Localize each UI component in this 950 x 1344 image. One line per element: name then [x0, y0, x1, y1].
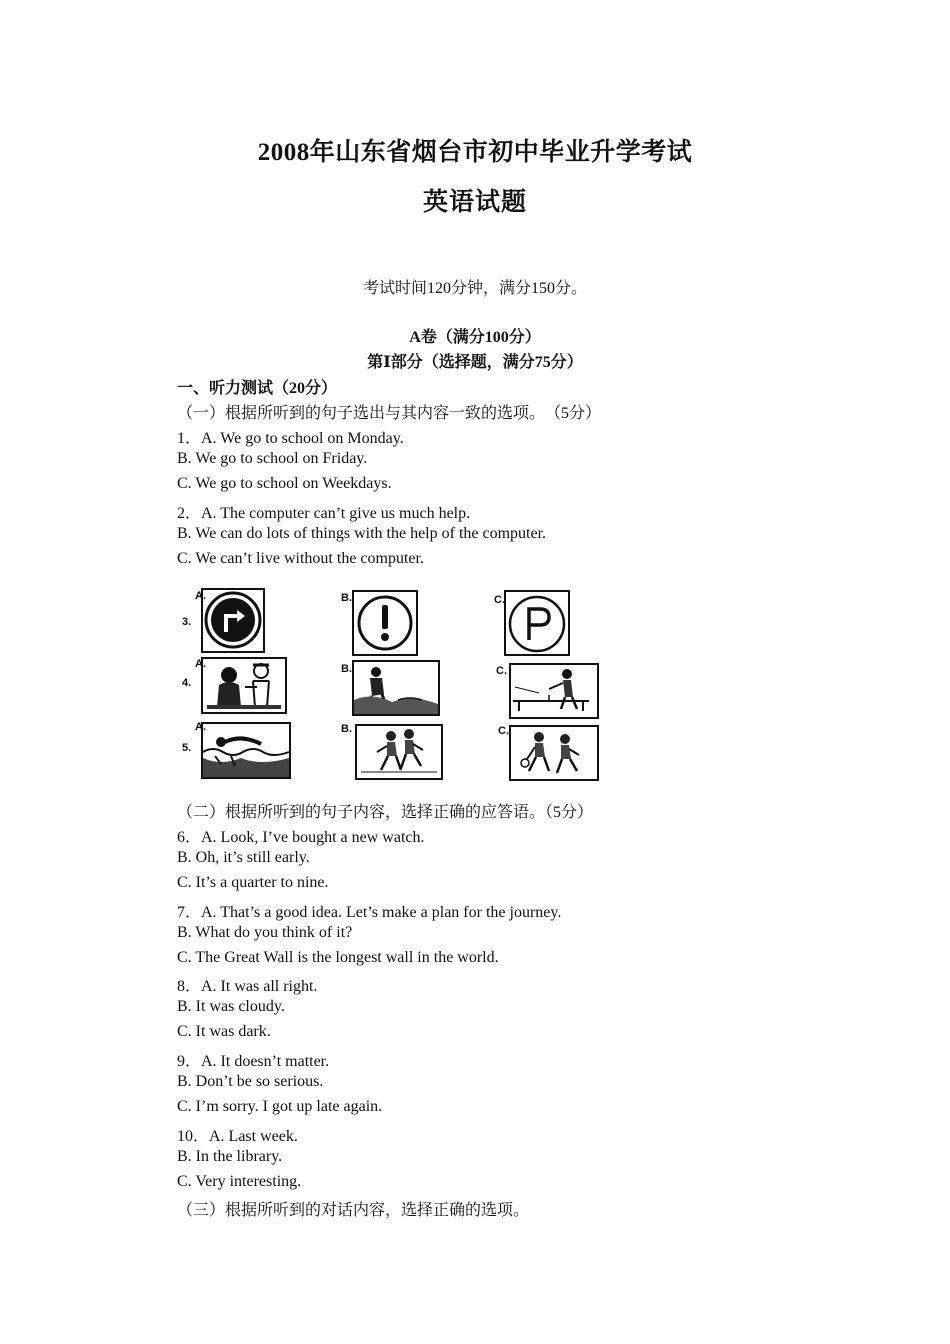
q9-option-a: 9．A. It doesn’t matter. — [177, 1053, 330, 1070]
swimming-icon — [201, 722, 291, 779]
q5-label-b: B. — [341, 723, 352, 735]
q1-option-b: B. We go to school on Friday. — [177, 450, 368, 467]
q5-label-c: C. — [498, 725, 509, 737]
running-boys-icon — [355, 724, 443, 780]
subsection-heading-2: （二）根据所听到的句子内容，选择正确的应答语。（5分） — [177, 804, 594, 821]
q6-option-b: B. Oh, it’s still early. — [177, 849, 310, 866]
q3-label-c: C. — [494, 594, 505, 606]
q2-option-b: B. We can do lots of things with the help of the computer. — [177, 525, 547, 542]
q9-option-b: B. Don’t be so serious. — [177, 1073, 324, 1090]
basketball-boys-icon — [509, 725, 599, 781]
part-heading: 第Ⅰ部分（选择题，满分75分） — [367, 354, 583, 371]
q5-number: 5. — [182, 742, 192, 754]
person-fishing-icon — [352, 660, 440, 716]
q3-number: 3. — [182, 616, 192, 628]
q4-label-c: C. — [496, 665, 507, 677]
q10-option-a: 10．A. Last week. — [177, 1128, 298, 1145]
q4-label-b: B. — [341, 663, 352, 675]
subsection-heading-1: （一）根据所听到的句子选出与其内容一致的选项。 （5分） — [177, 405, 602, 422]
q3-label-a: A. — [195, 590, 206, 602]
q2-option-a: 2．A. The computer can’t give us much help. — [177, 505, 471, 522]
exam-subtitle: 英语试题 — [422, 189, 527, 216]
parking-sign-icon — [504, 590, 570, 656]
q7-option-a: 7．A. That’s a good idea. Let’s make a plan for the journey. — [177, 904, 562, 921]
q8-option-c: C. It was dark. — [177, 1023, 271, 1040]
q7-option-c: C. The Great Wall is the longest wall in the world. — [177, 949, 499, 966]
q1-option-c: C. We go to school on Weekdays. — [177, 475, 392, 492]
q8-option-a: 8．A. It was all right. — [177, 978, 318, 995]
q6-option-a: 6．A. Look, I’ve bought a new watch. — [177, 829, 425, 846]
exam-info: 考试时间120分钟，满分150分。 — [362, 280, 587, 297]
section-heading: 一、听力测试（20分） — [177, 380, 338, 397]
q9-option-c: C. I’m sorry. I got up late again. — [177, 1098, 383, 1115]
q2-option-c: C. We can’t live without the computer. — [177, 550, 424, 567]
waiter-serving-icon — [201, 657, 287, 714]
exclamation-sign-icon — [352, 590, 418, 656]
q5-label-a: A. — [195, 721, 206, 733]
q4-number: 4. — [182, 677, 192, 689]
table-tennis-icon — [509, 663, 599, 719]
q4-label-a: A. — [195, 658, 206, 670]
q6-option-c: C. It’s a quarter to nine. — [177, 874, 329, 891]
q10-option-b: B. In the library. — [177, 1148, 283, 1165]
volume-heading: A卷（满分100分） — [409, 329, 541, 346]
turn-sign-icon — [201, 588, 265, 653]
q3-label-b: B. — [341, 592, 352, 604]
q10-option-c: C. Very interesting. — [177, 1173, 302, 1190]
q1-option-a: 1．A. We go to school on Monday. — [177, 430, 404, 447]
q7-option-b: B. What do you think of it? — [177, 924, 353, 941]
subsection-heading-3: （三）根据所听到的对话内容，选择正确的选项。 — [177, 1202, 530, 1219]
exam-title: 2008年山东省烟台市初中毕业升学考试 — [257, 139, 693, 166]
q8-option-b: B. It was cloudy. — [177, 998, 285, 1015]
